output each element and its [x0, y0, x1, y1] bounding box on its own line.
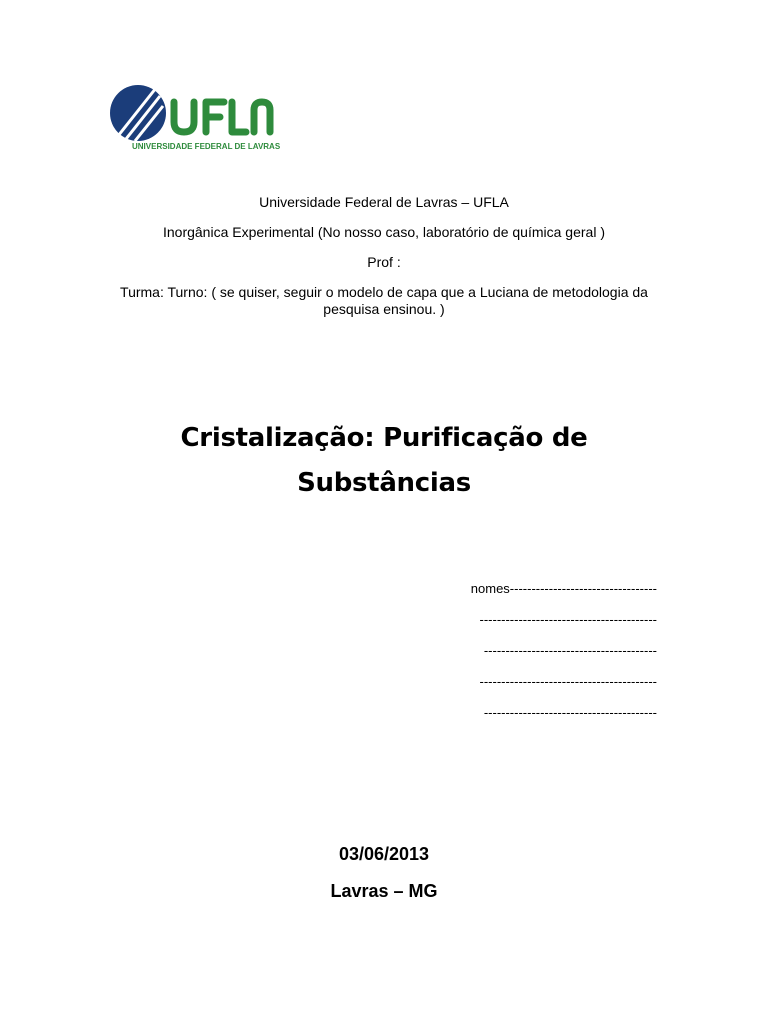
names-line-4: ----------------------------------------- [479, 674, 657, 689]
logo-subtitle: UNIVERSIDADE FEDERAL DE LAVRAS [132, 142, 281, 151]
turma-line: Turma: Turno: ( se quiser, seguir o modelo de capa que a Luciana de metodologia da pesquisa ensinou. ) [120, 284, 648, 317]
professor-line: Prof : [367, 254, 401, 270]
document-title [134, 416, 634, 506]
university-name: Universidade Federal de Lavras – UFLA [259, 194, 509, 210]
title-line-1: Cristalização: Purificação de [180, 423, 588, 453]
title-line-2: Substâncias [297, 468, 471, 498]
document-city: Lavras – MG [330, 881, 438, 901]
document-date: 03/06/2013 [338, 844, 430, 864]
names-line-5: ---------------------------------------- [483, 705, 657, 720]
ufla-logo-icon [108, 84, 284, 154]
names-line-3: ---------------------------------------- [483, 643, 657, 658]
names-line-2: ----------------------------------------- [479, 612, 657, 627]
ufla-logo [108, 84, 284, 154]
names-line-1: nomes---------------------------------- [470, 581, 657, 596]
course-name: Inorgânica Experimental (No nosso caso, laboratório de química geral ) [162, 224, 605, 240]
